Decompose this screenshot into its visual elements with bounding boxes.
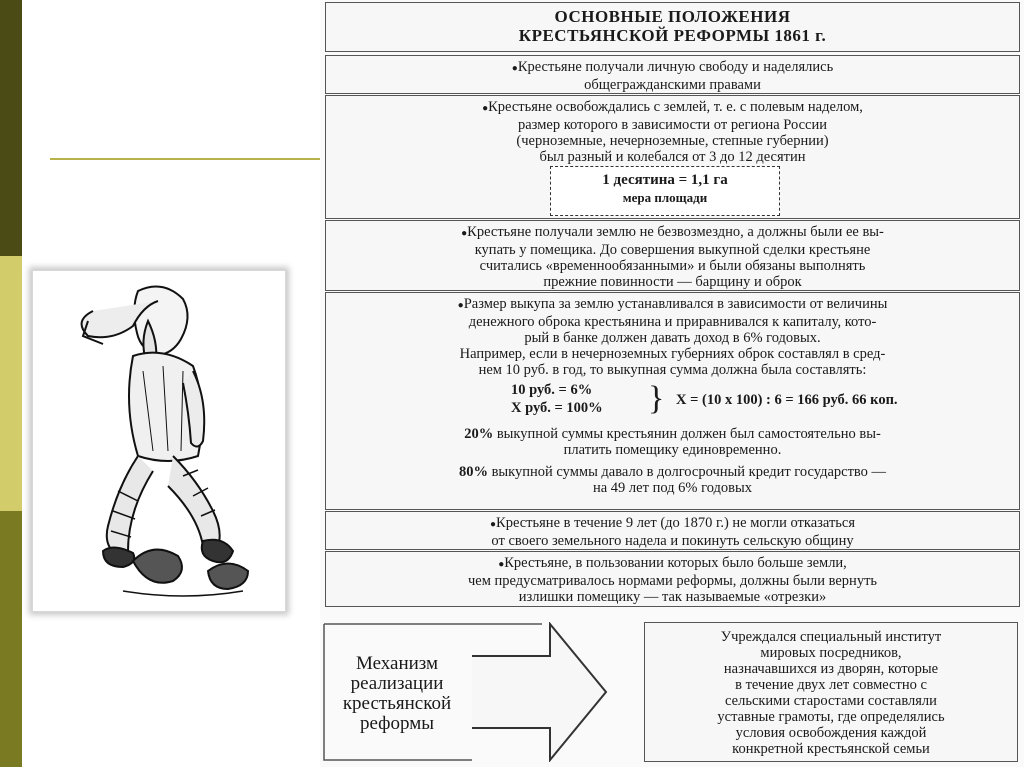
mechanism-label — [332, 654, 462, 734]
peasant-illustration — [32, 270, 286, 612]
reform-point-4 — [325, 292, 1020, 510]
institute-line-3: назначавшихся из дворян, которые — [723, 661, 939, 677]
institute-line-7: условия освобождения каждой — [735, 725, 927, 741]
accent-divider — [50, 158, 320, 160]
point6-line-1: ● Крестьяне, в пользовании которых было больше земли, — [326, 555, 1019, 573]
institute-line-8: конкретной крестьянской семьи — [732, 741, 930, 757]
percent-20: 20% — [464, 426, 494, 442]
point3-line-3: считались «временнообязанными» и были обязаны выполнять — [479, 258, 866, 274]
point4-line-1: ● Размер выкупа за землю устанавливался в зависимости от величины — [326, 296, 1019, 314]
document-title — [325, 2, 1020, 52]
mechanism-line-2: реализации — [350, 673, 444, 694]
institute-line-5: сельскими старостами составляли — [725, 693, 937, 709]
sidebar-band — [0, 256, 22, 511]
mechanism-line-3: крестьянской — [342, 693, 452, 714]
point6-line-2: чем предусматривалось нормами реформы, должны были вернуть — [467, 573, 878, 589]
point2-line-3: (черноземные, нечерноземные, степные губернии) — [516, 133, 829, 149]
point4-80-line-2: на 49 лет под 6% годовых — [592, 480, 752, 496]
point4-line-4: Например, если в нечерноземных губерниях оброк составлял в сред- — [459, 346, 886, 362]
point1-line-2: общегражданскими правами — [584, 77, 761, 93]
sidebar-band — [0, 511, 22, 767]
institute-line-1: Учреждался специальный институт — [720, 629, 942, 645]
institute-line-2: мировых посредников, — [760, 645, 902, 661]
title-line-1: ОСНОВНЫЕ ПОЛОЖЕНИЯ — [554, 7, 791, 26]
equation-1: 10 руб. = 6% — [511, 382, 593, 398]
percent-80: 80% — [458, 464, 488, 480]
measure-line-2: мера площади — [622, 190, 708, 205]
point4-80-line-1 — [326, 464, 1019, 480]
equation-block — [326, 378, 1019, 420]
reform-point-5 — [325, 511, 1020, 550]
peasant-drawing — [33, 271, 285, 611]
point4-20-line-2: платить помещику единовременно. — [563, 442, 782, 458]
point6-line-3: излишки помещику — так называемые «отрезки» — [518, 589, 827, 605]
mechanism-line-1: Механизм — [355, 653, 439, 674]
point4-line-5: нем 10 руб. в год, то выкупная сумма должна была составлять: — [478, 362, 867, 378]
title-line-2: КРЕСТЬЯНСКОЙ РЕФОРМЫ 1861 г. — [518, 26, 827, 45]
point2-line-1: ● Крестьяне освобождались с землей, т. е. с полевым наделом, — [326, 99, 1019, 117]
reform-point-6 — [325, 551, 1020, 607]
mechanism-arrow — [322, 622, 608, 762]
equation-2: X руб. = 100% — [511, 400, 603, 416]
sidebar-band — [0, 0, 22, 256]
point1-line-1: ● Крестьяне получали личную свободу и наделялись — [326, 59, 1019, 77]
equation-result: X = (10 x 100) : 6 = 166 руб. 66 коп. — [676, 392, 898, 408]
point4-line-3: рый в банке должен давать доход в 6% годовых. — [524, 330, 821, 346]
point4-20-line-1 — [326, 426, 1019, 442]
point3-line-2: купать у помещика. До совершения выкупной сделки крестьяне — [474, 242, 871, 258]
institute-line-6: уставные грамоты, где определялись — [717, 709, 945, 725]
reform-point-3 — [325, 220, 1020, 291]
point3-line-4: прежние повинности — барщину и оброк — [543, 274, 802, 290]
measure-line-1: 1 десятина = 1,1 га — [602, 172, 728, 188]
institute-line-4: в течение двух лет совместно с — [735, 677, 927, 693]
point2-line-4: был разный и колебался от 3 до 12 десятин — [539, 149, 806, 165]
brace-icon: } — [648, 380, 665, 417]
reform-point-1 — [325, 55, 1020, 94]
sidebar-decoration — [0, 0, 22, 767]
institute-box — [644, 622, 1018, 762]
measure-box — [550, 166, 780, 216]
mechanism-line-4: реформы — [360, 713, 434, 734]
point2-line-2: размер которого в зависимости от региона России — [518, 117, 827, 133]
point4-80-text: выкупной суммы давало в долгосрочный кредит государство — — [487, 464, 887, 480]
point5-line-2: от своего земельного надела и покинуть сельскую общину — [491, 533, 854, 549]
point4-line-2: денежного оброка крестьянина и приравнивался к капиталу, кото- — [468, 314, 877, 330]
point3-line-1: ● Крестьяне получали землю не безвозмездно, а должны были ее вы- — [326, 224, 1019, 242]
point4-20-text: выкупной суммы крестьянин должен был самостоятельно вы- — [493, 426, 881, 442]
point5-line-1: ● Крестьяне в течение 9 лет (до 1870 г.) не могли отказаться — [326, 515, 1019, 533]
